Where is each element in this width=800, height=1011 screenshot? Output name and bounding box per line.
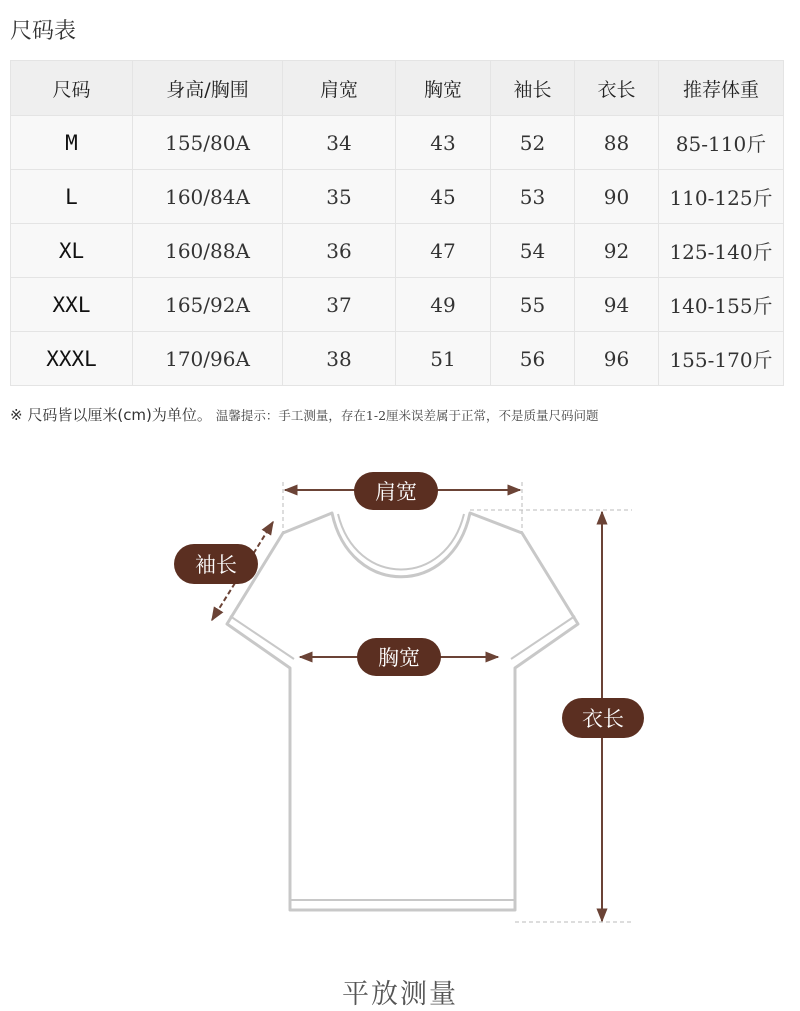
table-row: [11, 332, 784, 386]
table-row: [11, 278, 784, 332]
cell-size: XXXL: [11, 332, 133, 386]
cell-size: XL: [11, 224, 133, 278]
cell-length: 94: [575, 278, 659, 332]
chest-label: 胸宽: [378, 646, 420, 670]
header-size: 尺码: [11, 61, 133, 116]
cell-height-chest: 165/92A: [133, 278, 283, 332]
cell-weight: 155-170斤: [659, 332, 784, 386]
cell-weight: 125-140斤: [659, 224, 784, 278]
cell-height-chest: 160/84A: [133, 170, 283, 224]
table-row: [11, 170, 784, 224]
size-table: [10, 60, 784, 386]
cell-sleeve: 55: [491, 278, 575, 332]
chest-label-pill: [357, 638, 441, 676]
header-sleeve: 袖长: [491, 61, 575, 116]
table-header-row: [11, 61, 784, 116]
table-row: [11, 116, 784, 170]
cell-shoulder: 34: [283, 116, 396, 170]
cell-sleeve: 53: [491, 170, 575, 224]
tshirt-measurement-diagram: [0, 440, 800, 960]
cell-chest: 43: [396, 116, 491, 170]
shoulder-label: 肩宽: [375, 480, 417, 504]
cell-length: 88: [575, 116, 659, 170]
header-chest: 胸宽: [396, 61, 491, 116]
cell-height-chest: 155/80A: [133, 116, 283, 170]
cell-length: 90: [575, 170, 659, 224]
cell-chest: 51: [396, 332, 491, 386]
cell-length: 96: [575, 332, 659, 386]
cell-shoulder: 37: [283, 278, 396, 332]
length-label: 衣长: [582, 707, 624, 731]
sleeve-label: 袖长: [195, 553, 237, 577]
header-shoulder: 肩宽: [283, 61, 396, 116]
cell-sleeve: 56: [491, 332, 575, 386]
cell-length: 92: [575, 224, 659, 278]
page-title: 尺码表: [10, 19, 77, 44]
cell-chest: 47: [396, 224, 491, 278]
cell-height-chest: 170/96A: [133, 332, 283, 386]
table-row: [11, 224, 784, 278]
tshirt-outline: [227, 513, 578, 910]
note-tip: 温馨提示：手工测量，存在1-2厘米误差属于正常，不是质量尺码问题: [215, 408, 599, 423]
cell-shoulder: 38: [283, 332, 396, 386]
shoulder-label-pill: [354, 472, 438, 510]
cell-sleeve: 52: [491, 116, 575, 170]
cell-weight: 85-110斤: [659, 116, 784, 170]
sleeve-label-pill: [174, 544, 258, 584]
cell-weight: 140-155斤: [659, 278, 784, 332]
length-label-pill: [562, 698, 644, 738]
size-note: [10, 404, 599, 425]
note-main: ※ 尺码皆以厘米(cm)为单位。: [10, 406, 212, 424]
cell-size: M: [11, 116, 133, 170]
cell-shoulder: 35: [283, 170, 396, 224]
cell-shoulder: 36: [283, 224, 396, 278]
flat-measure-caption: 平放测量: [342, 979, 458, 1010]
cell-size: XXL: [11, 278, 133, 332]
cell-chest: 45: [396, 170, 491, 224]
header-length: 衣长: [575, 61, 659, 116]
cell-sleeve: 54: [491, 224, 575, 278]
cell-height-chest: 160/88A: [133, 224, 283, 278]
header-weight: 推荐体重: [659, 61, 784, 116]
header-height-chest: 身高/胸围: [133, 61, 283, 116]
cell-size: L: [11, 170, 133, 224]
cell-chest: 49: [396, 278, 491, 332]
cell-weight: 110-125斤: [659, 170, 784, 224]
